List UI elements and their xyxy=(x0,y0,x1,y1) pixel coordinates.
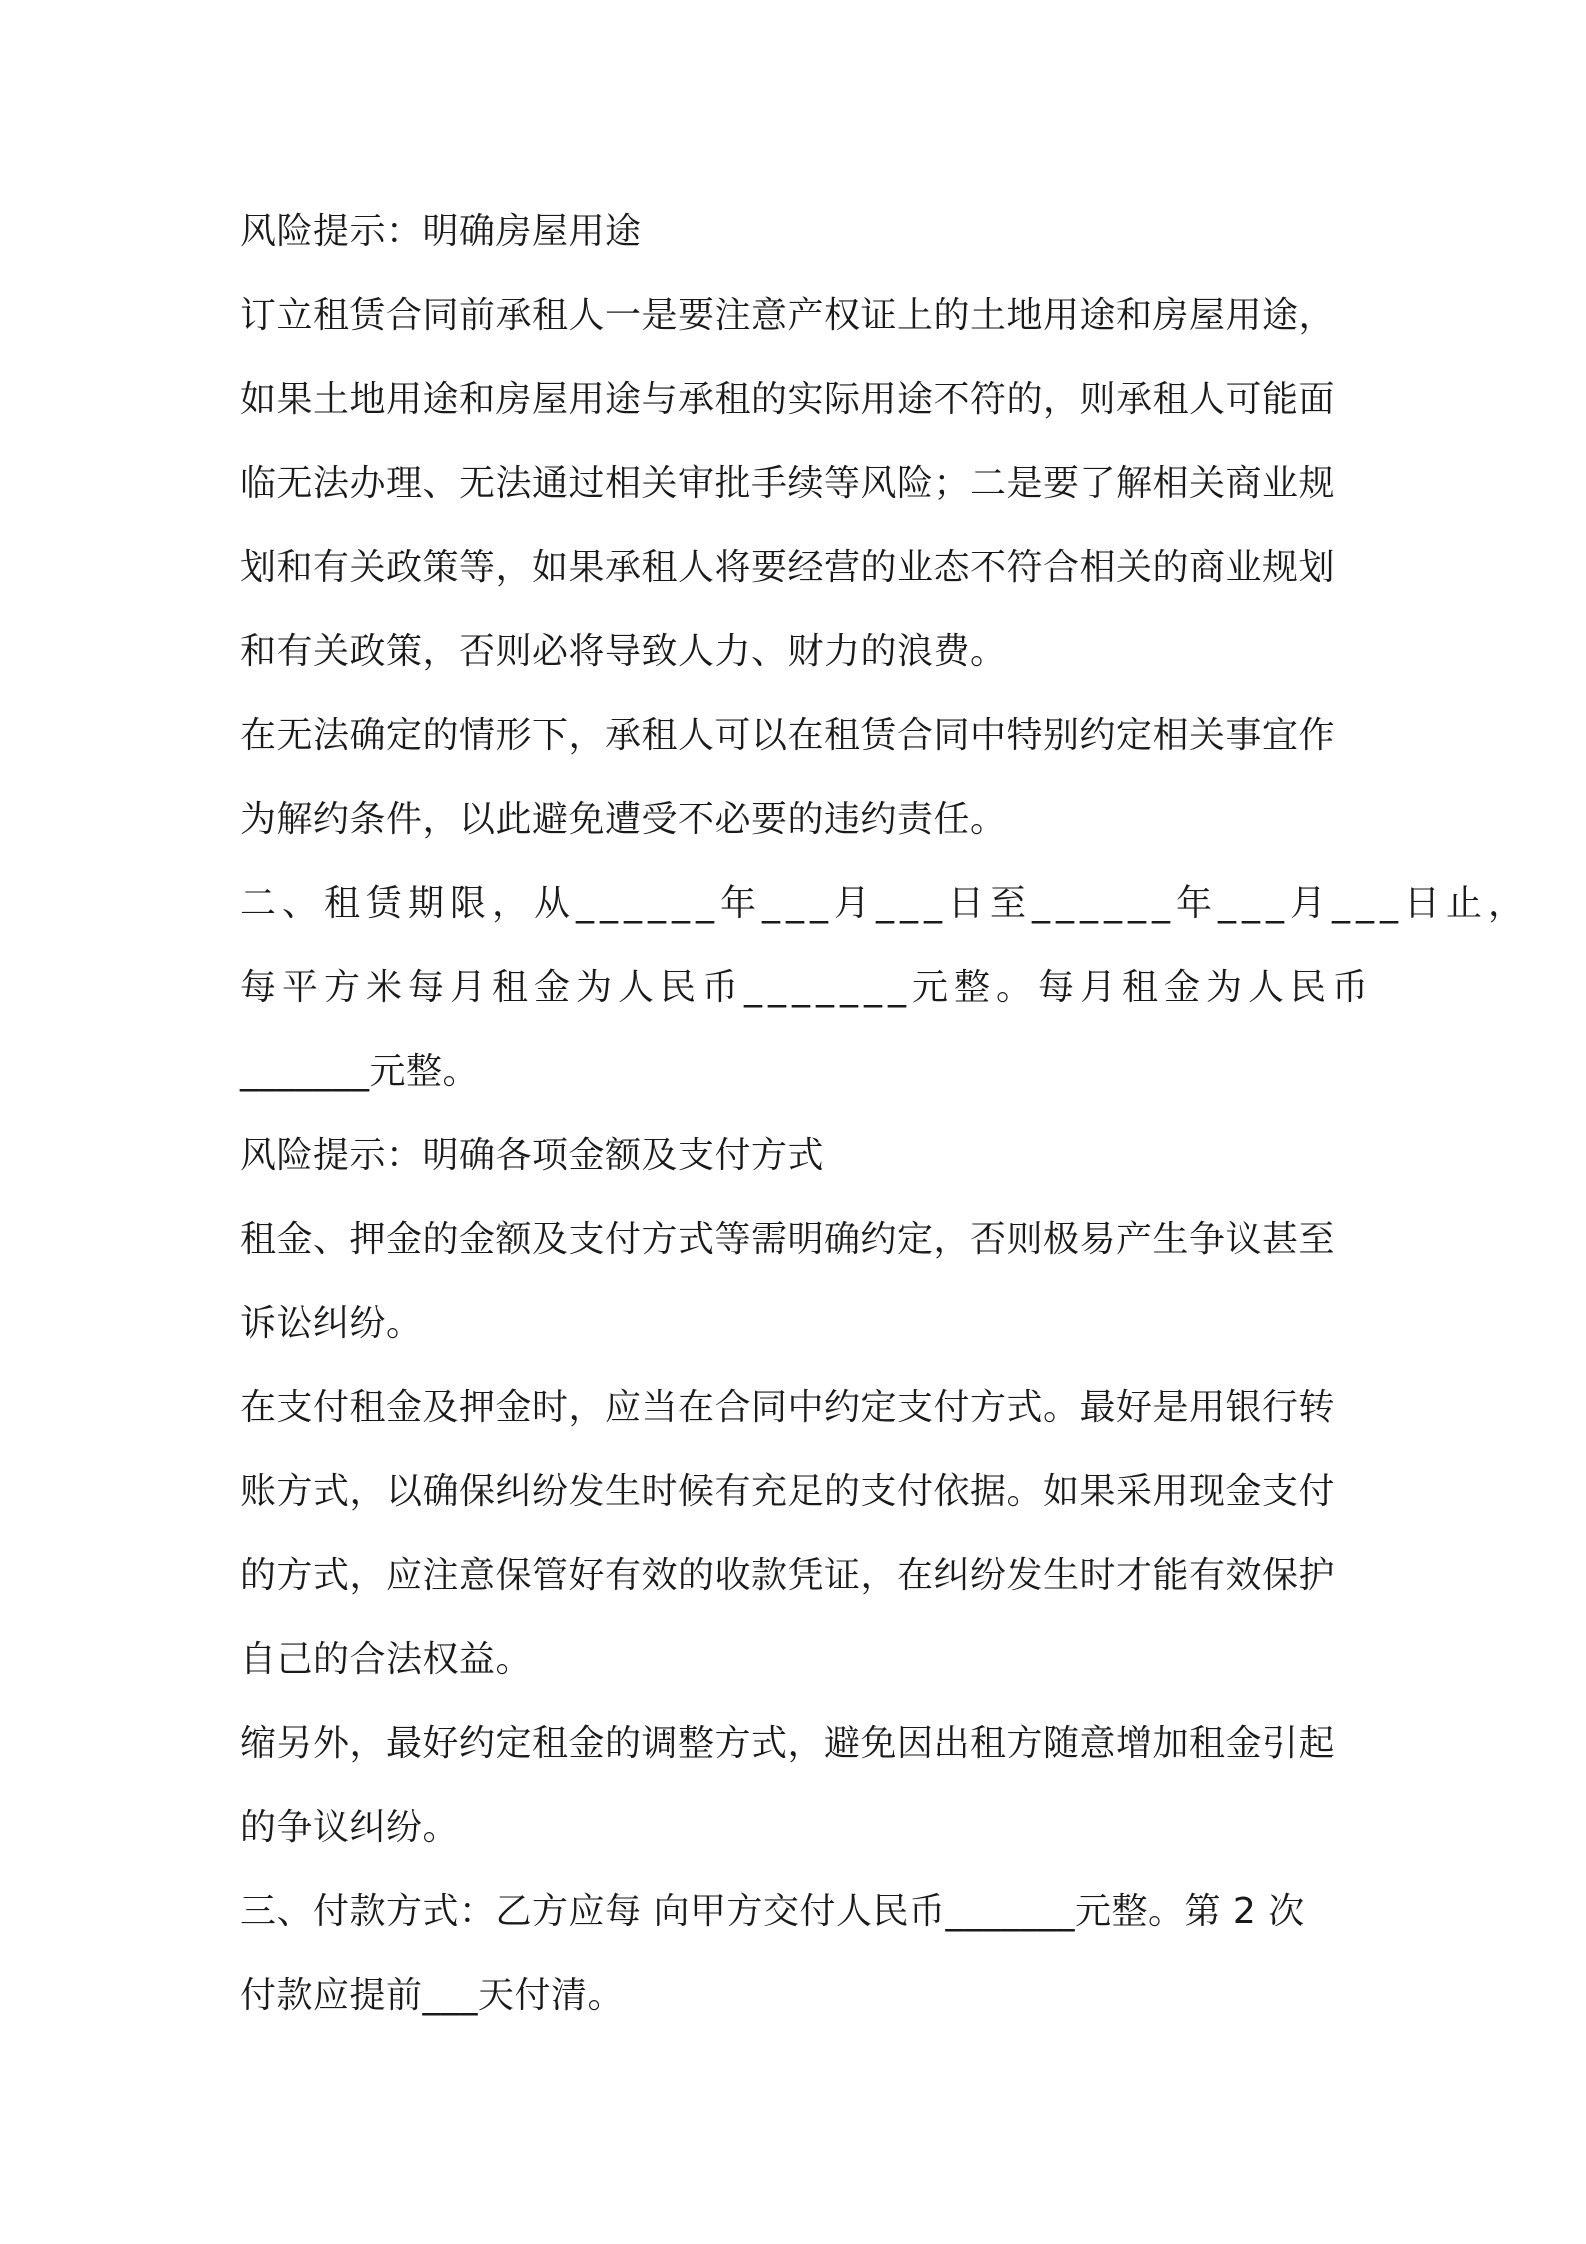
paragraph-line: 在无法确定的情形下，承租人可以在租赁合同中特别约定相关事宜作 xyxy=(240,715,1336,756)
clause-lease-term: _______元整。 xyxy=(240,1051,480,1092)
risk-heading-payment: 风险提示：明确各项金额及支付方式 xyxy=(240,1135,825,1176)
clause-payment-method: 付款应提前___天付清。 xyxy=(240,1975,625,2016)
paragraph-line: 和有关政策，否则必将导致人力、财力的浪费。 xyxy=(240,631,1007,672)
paragraph-line: 的争议纠纷。 xyxy=(240,1807,460,1848)
clause-lease-term: 二、租赁期限，从______年___月___日至______年___月___日止， xyxy=(240,883,1531,924)
clause-lease-term: 每平方米每月租金为人民币_______元整。每月租金为人民币 xyxy=(240,967,1375,1008)
paragraph-line: 划和有关政策等，如果承租人将要经营的业态不符合相关的商业规划 xyxy=(240,547,1336,588)
paragraph-line: 订立租赁合同前承租人一是要注意产权证上的土地用途和房屋用途， xyxy=(240,295,1336,336)
paragraph-line: 如果土地用途和房屋用途与承租的实际用途不符的，则承租人可能面 xyxy=(240,379,1336,420)
paragraph-line: 缩另外，最好约定租金的调整方式，避免因出租方随意增加租金引起 xyxy=(240,1723,1336,1764)
clause-payment-method: 三、付款方式：乙方应每 向甲方交付人民币_______元整。第 2 次 xyxy=(240,1891,1305,1932)
paragraph-line: 临无法办理、无法通过相关审批手续等风险；二是要了解相关商业规 xyxy=(240,463,1336,504)
paragraph-line: 在支付租金及押金时，应当在合同中约定支付方式。最好是用银行转 xyxy=(240,1387,1336,1428)
risk-heading-usage: 风险提示：明确房屋用途 xyxy=(240,211,642,252)
paragraph-line: 自己的合法权益。 xyxy=(240,1639,533,1680)
document-body xyxy=(240,190,1531,2038)
paragraph-line: 为解约条件，以此避免遭受不必要的违约责任。 xyxy=(240,799,1007,840)
paragraph-line: 诉讼纠纷。 xyxy=(240,1303,423,1344)
paragraph-line: 租金、押金的金额及支付方式等需明确约定，否则极易产生争议甚至 xyxy=(240,1219,1336,1260)
paragraph-line: 的方式，应注意保管好有效的收款凭证，在纠纷发生时才能有效保护 xyxy=(240,1555,1336,1596)
paragraph-line: 账方式，以确保纠纷发生时候有充足的支付依据。如果采用现金支付 xyxy=(240,1471,1336,1512)
